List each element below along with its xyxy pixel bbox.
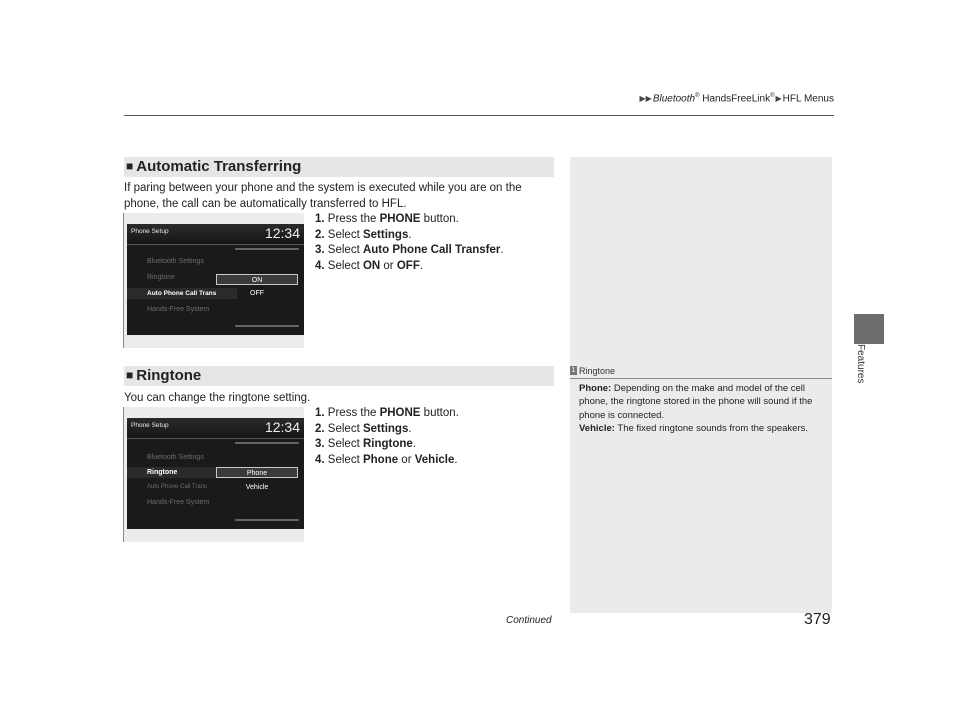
step: 3. Select Auto Phone Call Transfer.: [315, 244, 504, 256]
arrow-icon: ▶▶: [639, 94, 652, 104]
breadcrumb-handsfreelink: HandsFreeLink: [699, 93, 771, 105]
screen-menu-item: Auto Phone Call Trans: [147, 484, 208, 490]
chapter-tab: [854, 314, 884, 344]
screen-menu-item: Bluetooth Settings: [147, 258, 204, 265]
screen-header: [127, 224, 304, 245]
screen-menu-item: Ringtone: [147, 274, 176, 281]
step: 4. Select Phone or Vehicle.: [315, 453, 458, 466]
step: 2. Select Settings.: [315, 422, 412, 435]
screen-option-selected: ON: [216, 274, 298, 285]
note-divider: [570, 378, 832, 379]
step-list: [315, 406, 459, 468]
step: 1. Press the PHONE button.: [315, 407, 459, 419]
section-heading-auto-transfer: [124, 157, 554, 177]
screen-menu-item-active: Auto Phone Call Trans: [147, 290, 217, 297]
square-bullet-icon: ■: [126, 159, 134, 173]
note-body: [579, 382, 824, 436]
screen-scrollbar: [235, 519, 299, 521]
section-heading-ringtone: [124, 366, 554, 386]
page-number: 379: [804, 611, 831, 628]
screen-menu-item: Hands-Free System: [147, 499, 210, 506]
reference-icon: 1: [571, 367, 576, 374]
registered-mark: ®: [770, 93, 775, 99]
note-vehicle: Vehicle: The fixed ringtone sounds from the speakers.: [579, 423, 809, 435]
continued-label: Continued: [506, 615, 552, 626]
chapter-label-text: Features: [855, 344, 866, 384]
step: 4. Select ON or OFF.: [315, 259, 424, 272]
screen-menu-item: Bluetooth Settings: [147, 454, 204, 461]
breadcrumb: [620, 93, 834, 104]
step-list: [315, 212, 504, 274]
section-heading-text: Ringtone: [136, 367, 202, 384]
arrow-icon: ▶: [775, 94, 782, 104]
screen-image-auto-transfer: [123, 213, 304, 348]
section-intro: You can change the ringtone setting.: [124, 392, 311, 404]
step: 2. Select Settings.: [315, 228, 412, 241]
screen-menu-item: Hands-Free System: [147, 306, 210, 313]
screen-clock: 12:34: [264, 225, 300, 241]
section-heading-text: Automatic Transferring: [136, 158, 302, 175]
note-phone: Phone: Depending on the make and model of the cell phone, the ringtone stored in the phone will sound if the phone is connected.: [579, 383, 813, 421]
display-screen: [127, 224, 304, 335]
breadcrumb-bluetooth: Bluetooth: [652, 93, 696, 105]
screen-scrollbar: [235, 325, 299, 327]
screen-option: Vehicle: [245, 484, 269, 491]
note-heading: [570, 366, 615, 376]
screen-header: [127, 418, 304, 439]
screen-scrollbar: [235, 442, 299, 444]
section-intro: If paring between your phone and the system is executed while you are on the phone, the call can be automatically transferred to HFL.: [124, 182, 522, 210]
screen-scrollbar: [235, 248, 299, 250]
screen-clock: 12:34: [264, 419, 300, 435]
step: 1. Press the PHONE button.: [315, 213, 459, 225]
breadcrumb-hfl-menus: HFL Menus: [782, 93, 834, 105]
screen-title: Phone Setup: [131, 422, 169, 429]
header-divider: [124, 115, 834, 116]
step: 3. Select Ringtone.: [315, 438, 416, 450]
note-title: Ringtone: [579, 366, 616, 376]
screen-option: OFF: [250, 290, 264, 297]
screen-option-selected: Phone: [216, 467, 298, 478]
square-bullet-icon: ■: [126, 368, 134, 382]
chapter-label: [852, 344, 868, 424]
display-screen: [127, 418, 304, 529]
screen-image-ringtone: [123, 407, 304, 542]
screen-menu-item-active: Ringtone: [147, 469, 178, 476]
screen-title: Phone Setup: [131, 228, 169, 235]
registered-mark: ®: [695, 93, 700, 99]
